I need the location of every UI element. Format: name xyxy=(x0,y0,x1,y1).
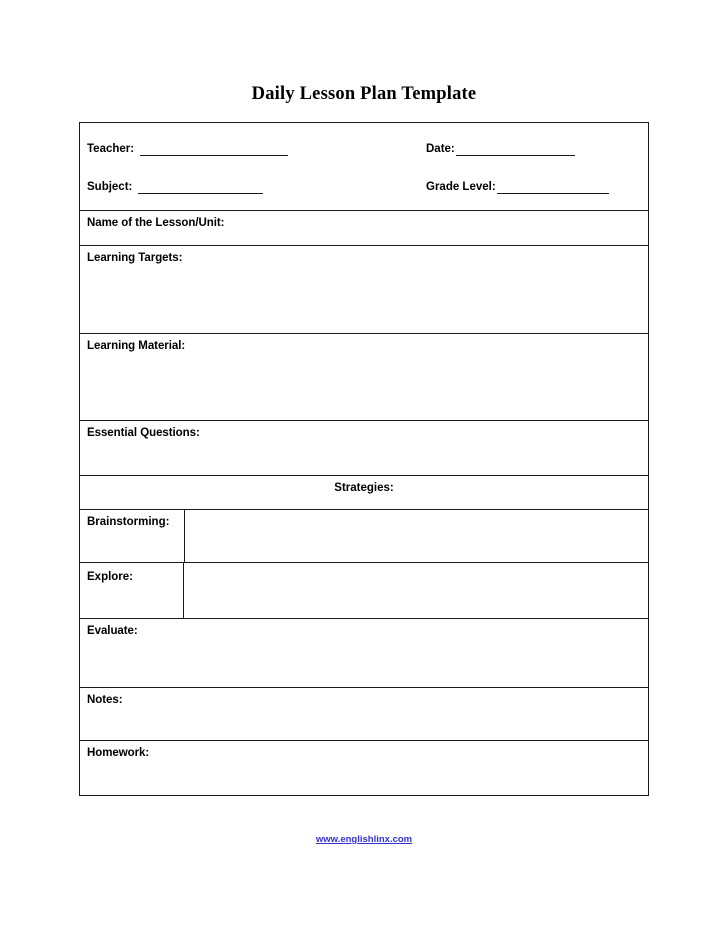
table-row-strategies-heading xyxy=(80,476,648,510)
table-row-lesson-name[interactable] xyxy=(80,211,648,246)
brainstorming-entry-cell[interactable] xyxy=(184,510,648,562)
table-row-notes[interactable] xyxy=(80,688,648,741)
table-row-essential-questions[interactable] xyxy=(80,421,648,476)
table-row-header-fields xyxy=(80,123,648,211)
label-evaluate: Evaluate: xyxy=(87,625,138,637)
brainstorming-label-cell xyxy=(80,510,184,562)
footer xyxy=(0,829,728,847)
table-row-homework[interactable] xyxy=(80,741,648,795)
field-label-date: Date: xyxy=(426,143,455,155)
label-learning-material: Learning Material: xyxy=(87,340,186,352)
label-learning-targets: Learning Targets: xyxy=(87,252,183,264)
explore-entry-cell[interactable] xyxy=(184,563,648,618)
field-date[interactable] xyxy=(426,142,575,156)
field-label-teacher: Teacher: xyxy=(87,143,135,155)
table-row-brainstorming xyxy=(80,510,648,563)
field-teacher[interactable] xyxy=(87,142,288,156)
label-lesson-name: Name of the Lesson/Unit: xyxy=(87,217,225,229)
label-homework: Homework: xyxy=(87,747,150,759)
table-row-learning-material[interactable] xyxy=(80,334,648,421)
field-subject[interactable] xyxy=(87,180,263,194)
date-input-rule[interactable] xyxy=(456,143,575,156)
table-row-learning-targets[interactable] xyxy=(80,246,648,334)
lesson-plan-table xyxy=(79,122,649,796)
table-row-explore xyxy=(80,563,648,619)
teacher-input-rule[interactable] xyxy=(140,143,288,156)
field-label-grade-level: Grade Level: xyxy=(426,181,496,193)
table-row-evaluate[interactable] xyxy=(80,619,648,688)
label-essential-questions: Essential Questions: xyxy=(87,427,200,439)
footer-website-link[interactable]: www.englishlinx.com xyxy=(315,834,413,845)
label-explore: Explore: xyxy=(87,571,134,583)
field-grade-level[interactable] xyxy=(426,180,609,194)
field-label-subject: Subject: xyxy=(87,181,133,193)
label-brainstorming: Brainstorming: xyxy=(87,516,170,528)
explore-label-cell xyxy=(80,563,184,618)
subject-input-rule[interactable] xyxy=(138,181,263,194)
label-notes: Notes: xyxy=(87,694,123,706)
page-title: Daily Lesson Plan Template xyxy=(251,84,477,104)
label-strategies: Strategies: xyxy=(334,482,394,494)
grade-level-input-rule[interactable] xyxy=(497,181,609,194)
